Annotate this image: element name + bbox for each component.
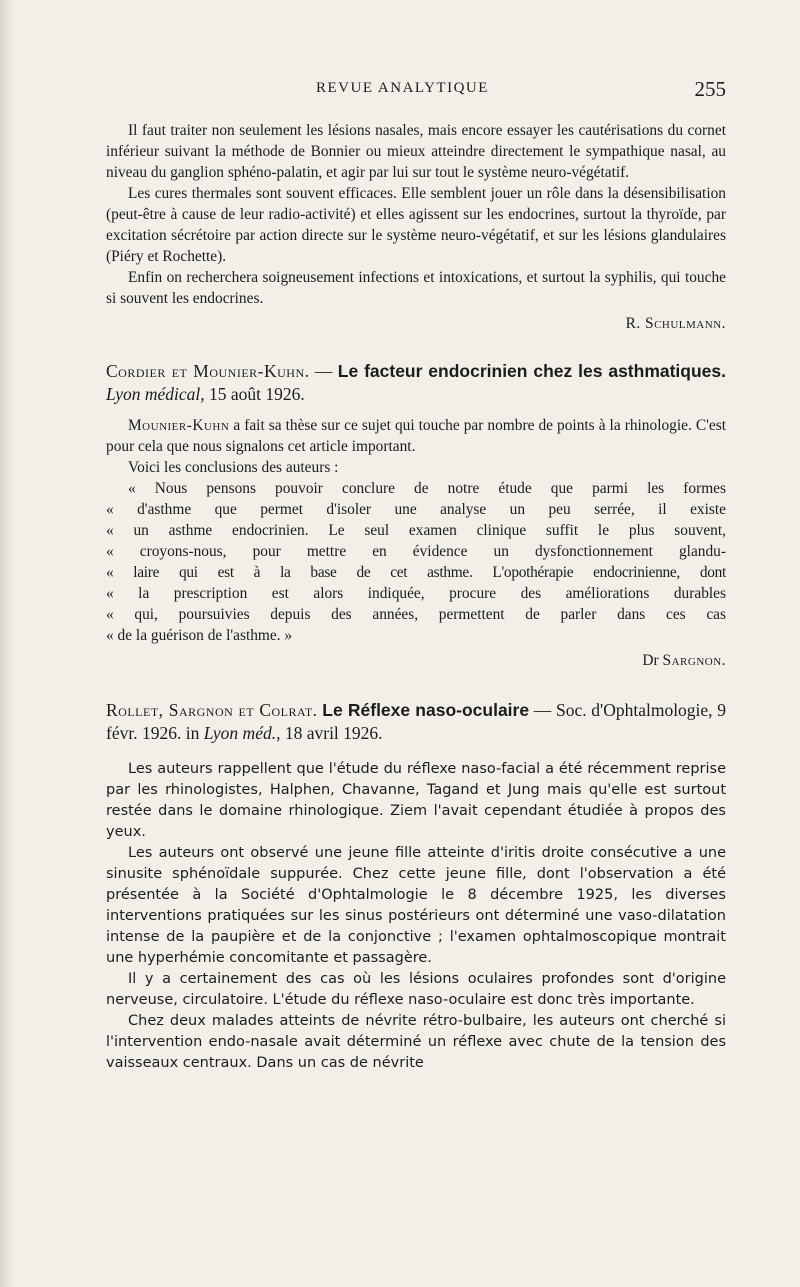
- paragraph: Enfin on recherchera soigneusement infections et intoxications, et surtout la syphilis, qui touche si souvent les endocrines.: [106, 269, 726, 307]
- paragraph: Il faut traiter non seulement les lésions nasales, mais encore essayer les cautérisations du cornet inférieur suivant la méthode de Bonnier ou mieux atteindre directement le sympathique nasal, au niveau du ganglion sphéno-palatin, et agir par lui sur tout le système neuro-végétatif.: [106, 122, 726, 181]
- page-header: [106, 77, 726, 106]
- entry-authors: Cordier et Mounier-Kuhn.: [106, 361, 310, 381]
- signature: R. Schulmann.: [625, 315, 726, 332]
- quote-line: « Nous pensons pouvoir conclure de notre étude que parmi les formes: [128, 480, 726, 497]
- paragraph: Les auteurs ont observé une jeune fille atteinte d'iritis droite consécutive a une sinusite sphénoïdale suppurée. Chez cette jeune fille, dont l'observation a été présentée à la Société d'Ophtalmologie le 8 décembre 1925, les diverses interventions pratiquées sur les sinus postérieurs ont déterminé une vaso-dilatation intense de la paupière et de la conjonctive ; l'examen ophtalmoscopique montrait une hyperhémie concomitante et passagère.: [106, 845, 726, 966]
- quote-line: « la prescription est alors indiquée, procure des améliorations durables: [106, 585, 726, 602]
- paragraph: Les auteurs rappellent que l'étude du réflexe naso-facial a été récemment reprise par les rhinologistes, Halphen, Chavanne, Tagand et Jung mais qu'elle est surtout restée dans le domaine rhinologique. Ziem l'avait cependant étudiée à propos des yeux.: [106, 761, 726, 840]
- quote-line: « un asthme endocrinien. Le seul examen clinique suffit le plus souvent,: [106, 522, 726, 539]
- lead-text: a fait sa thèse sur ce sujet qui touche par nombre de points à la rhinologie. C'est pour cela que nous signalons cet article important.: [106, 417, 726, 455]
- quote-line: « d'asthme que permet d'isoler une analyse un peu serrée, il existe: [106, 501, 726, 518]
- signature-name: Sargnon.: [662, 652, 726, 669]
- paragraph: Chez deux malades atteints de névrite rétro-bulbaire, les auteurs ont cherché si l'intervention endo-nasale avait déterminé un réflexe avec chute de la tension des vaisseaux centraux. Dans un cas de névrite: [106, 1013, 726, 1071]
- review-section-2: [106, 360, 726, 671]
- entry-journal: Lyon médical,: [106, 384, 205, 404]
- entry-heading: [106, 360, 726, 406]
- paragraph: [106, 415, 726, 457]
- entry-authors: Rollet, Sargnon et Colrat.: [106, 700, 318, 720]
- review-section-1: [106, 120, 726, 334]
- entry-date: 18 avril 1926.: [280, 723, 383, 743]
- lead-name: Mounier-Kuhn: [128, 417, 230, 434]
- entry-date: 15 août 1926.: [204, 384, 305, 404]
- review-section-3: [106, 699, 726, 1074]
- paragraph: Voici les conclusions des auteurs :: [128, 459, 339, 476]
- entry-heading: [106, 699, 726, 745]
- page-binding-edge: [0, 0, 14, 1287]
- entry-title: Le facteur endocrinien chez les asthmatiques.: [337, 361, 727, 381]
- paragraph: Il y a certainement des cas où les lésions oculaires profondes sont d'origine nerveuse, circulatoire. L'étude du réflexe naso-oculaire est donc très importante.: [106, 971, 726, 1008]
- quote-line: « qui, poursuivies depuis des années, permettent de parler dans ces cas: [106, 606, 726, 623]
- quote-line: « de la guérison de l'asthme. »: [106, 627, 293, 644]
- paragraph: Les cures thermales sont souvent efficaces. Elle semblent jouer un rôle dans la désensibilisation (peut-être à cause de leur radio-activité) et elles agissent sur les endocrines, surtout la thyroïde, par excitation sécrétoire par action directe sur le système neuro-végétatif, et sur les lésions glandulaires (Piéry et Rochette).: [106, 185, 726, 265]
- signature: [106, 650, 726, 671]
- running-title: REVUE ANALYTIQUE: [316, 80, 489, 96]
- quote-line: « laire qui est à la base de cet asthme. L'opothérapie endocrinienne, dont: [106, 564, 726, 581]
- entry-source: — Soc. d'Ophtalmologie, 9 févr. 1926. in: [106, 700, 726, 743]
- entry-body: [106, 759, 726, 1074]
- entry-dash: —: [309, 361, 338, 381]
- entry-journal: Lyon méd.,: [203, 723, 281, 743]
- page-number: 255: [694, 77, 726, 101]
- quotation: [106, 478, 726, 646]
- journal-page: [106, 77, 727, 1074]
- entry-title: Le Réflexe naso-oculaire: [322, 700, 530, 720]
- signature-prefix: Dr: [642, 652, 659, 669]
- quote-line: « croyons-nous, pour mettre en évidence un dysfonctionnement glandu-: [106, 543, 726, 560]
